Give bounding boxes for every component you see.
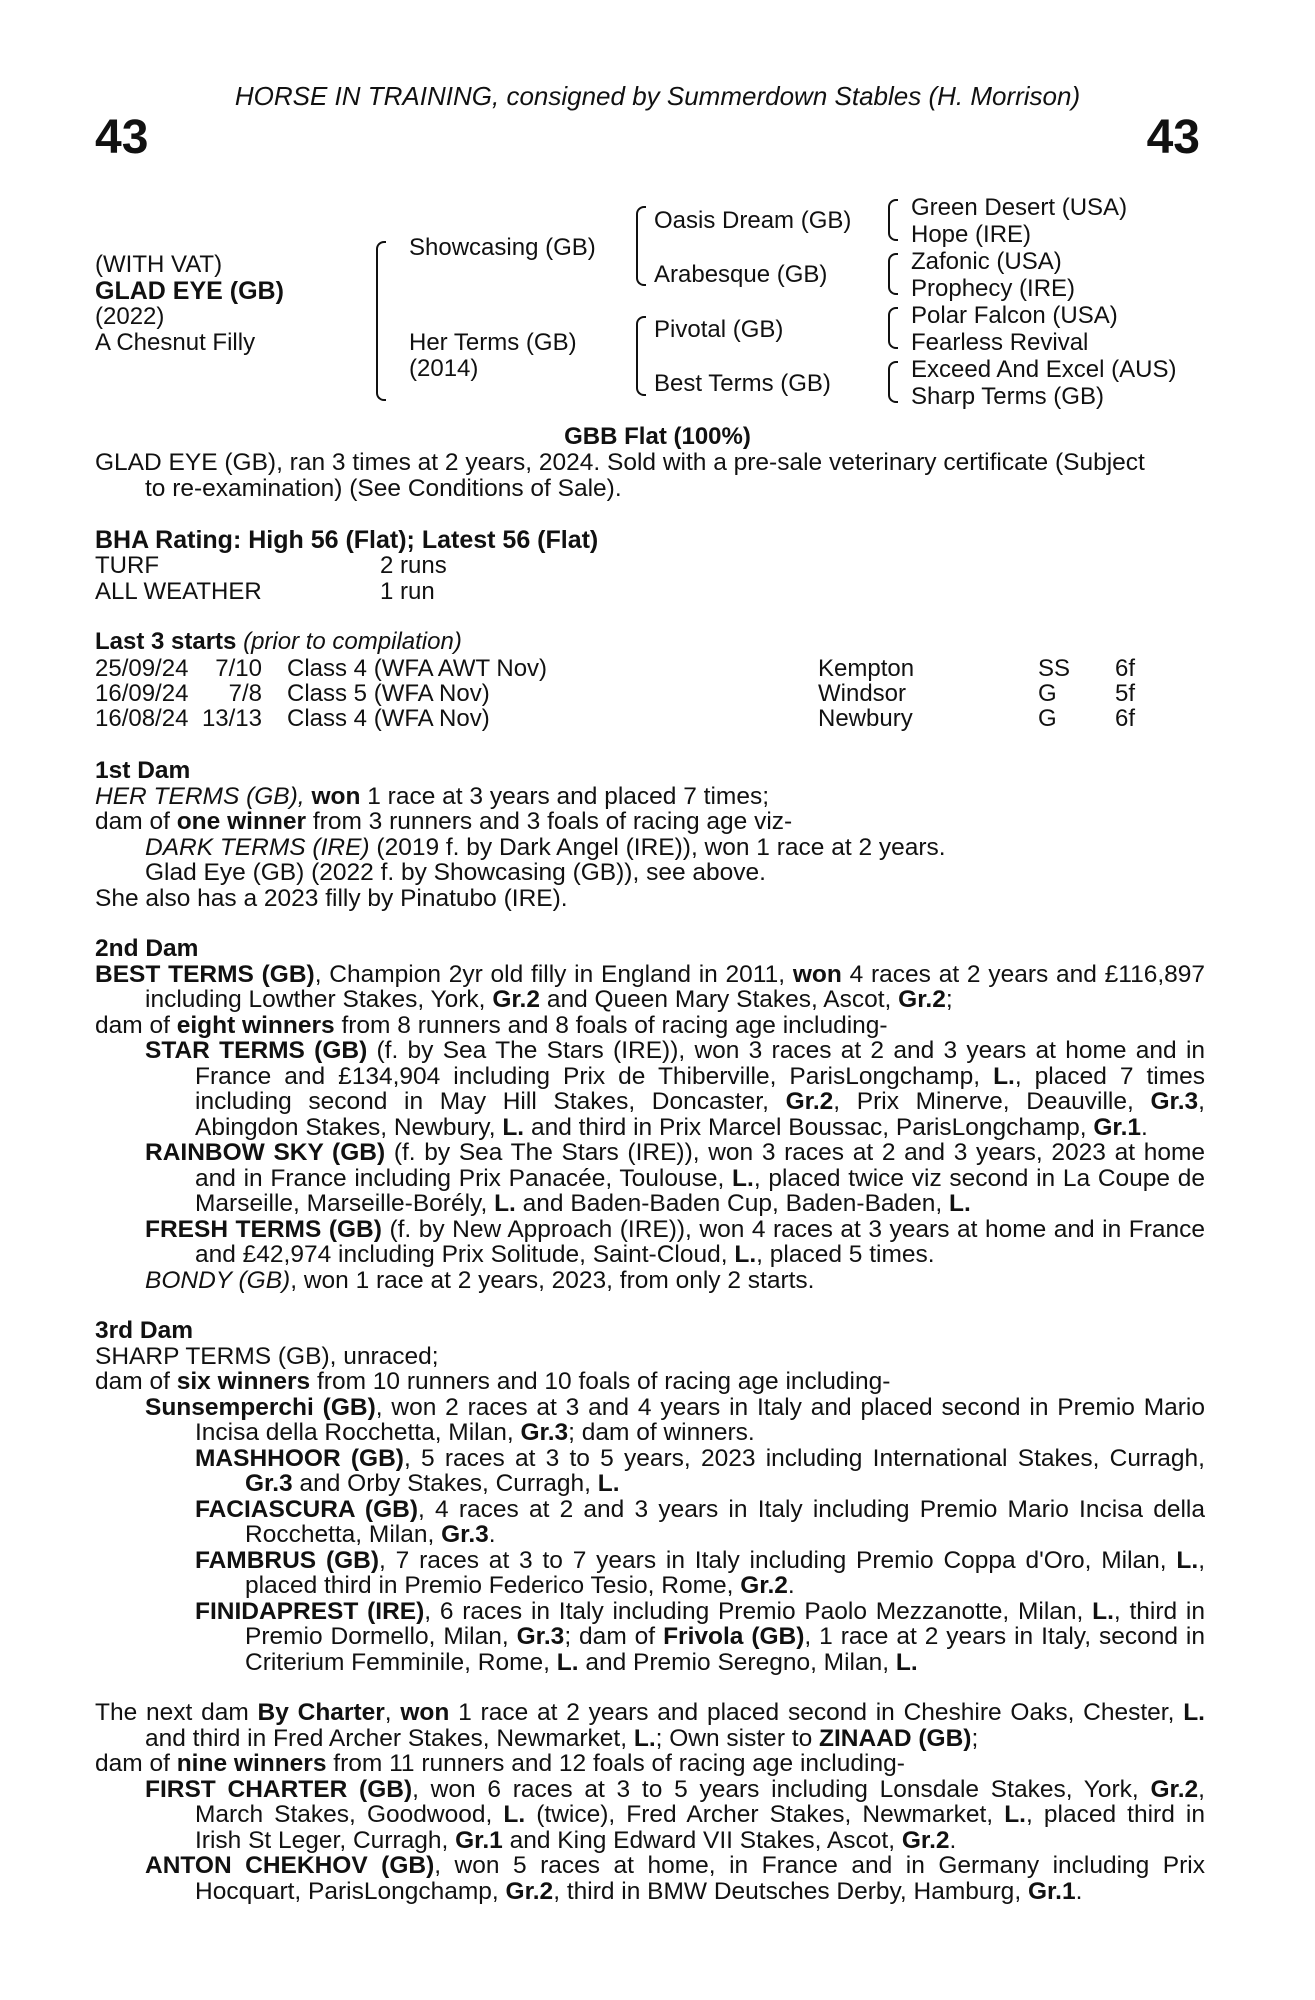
text: The next dam	[95, 1699, 249, 1726]
starts-date: 16/09/24	[95, 680, 189, 707]
starts-date: 16/08/24	[95, 705, 189, 732]
text: , third in Premio Dormello, Milan,	[245, 1597, 1206, 1650]
text: , 4 races at 2 and 3 years in Italy including Premio Mario Incisa della Rocchetta, Milan,	[245, 1495, 1205, 1548]
grade: L.	[1004, 1801, 1026, 1828]
pedigree-g3: Zafonic (USA)	[911, 248, 1062, 275]
text: and third in Fred Archer Stakes, Newmarket,	[145, 1724, 628, 1752]
text: , won 1 race at 2 years, 2023, from only 2 starts.	[290, 1266, 815, 1294]
aw-value: 1 run	[380, 578, 435, 605]
winners-count: eight winners	[176, 1011, 335, 1039]
horse-year: (2022)	[95, 303, 165, 330]
lot-number-left: 43	[95, 111, 149, 164]
grade: L.	[597, 1470, 620, 1497]
grade: Gr.2	[785, 1088, 834, 1115]
summary-line: to re-examination) (See Conditions of Sale).	[145, 474, 622, 502]
grade: L.	[503, 1801, 526, 1828]
text: and Queen Mary Stakes, Ascot,	[546, 986, 892, 1013]
offspring-entry	[95, 1853, 1205, 1904]
starts-heading	[95, 630, 462, 654]
text: from 10 runners and 10 foals of racing age including-	[316, 1368, 891, 1395]
text: (twice), Fred Archer Stakes, Newmarket,	[536, 1801, 994, 1828]
horse-name: GLAD EYE (GB)	[95, 277, 284, 305]
text: from 11 runners and 12 foals of racing age including-	[333, 1750, 905, 1777]
lot-number-right: 43	[1146, 111, 1200, 164]
text: .	[1075, 1877, 1083, 1905]
offspring-name: RAINBOW SKY (GB)	[145, 1139, 386, 1166]
dam3-line	[95, 1369, 1205, 1395]
pedigree-brace	[888, 253, 898, 295]
text: , Abingdon Stakes, Newbury,	[195, 1088, 1205, 1141]
text: ; Own sister to	[655, 1724, 813, 1752]
text: , won 5 races at home, in France and in Germany including Prix Hocquart, ParisLongchamp,	[195, 1852, 1205, 1905]
text: ;	[945, 986, 953, 1013]
starts-dist: 5f	[1115, 680, 1136, 707]
offspring-entry	[95, 1217, 1205, 1268]
text: dam of	[95, 808, 170, 835]
starts-going: G	[1038, 680, 1057, 707]
offspring-name: FIRST CHARTER (GB)	[145, 1775, 413, 1803]
grandoffspring-entry	[95, 1497, 1205, 1548]
pedigree-g6: Fearless Revival	[911, 329, 1089, 356]
pedigree-g8: Sharp Terms (GB)	[911, 383, 1104, 410]
text: , 6 races in Italy including Premio Paolo Mezzanotte, Milan,	[424, 1597, 1084, 1625]
text: from 3 runners and 3 foals of racing age viz-	[312, 808, 793, 835]
text: .	[1141, 1113, 1148, 1141]
gbb-status: GBB Flat (100%)	[564, 423, 751, 450]
nextdam-line	[95, 1751, 1205, 1777]
winners-count: six winners	[176, 1368, 311, 1395]
offspring-name: STAR TERMS (GB)	[145, 1037, 368, 1064]
grade: Gr.3	[516, 1623, 565, 1650]
grade: Gr.2	[901, 1826, 950, 1854]
starts-pos: 13/13	[201, 705, 262, 732]
offspring-name: FACIASCURA (GB)	[195, 1495, 418, 1523]
text: (2019 f. by Dark Angel (IRE)), won 1 race at 2 years.	[376, 833, 946, 861]
grade: Gr.1	[1027, 1877, 1076, 1905]
text: .	[787, 1572, 795, 1599]
horse-description: A Chesnut Filly	[95, 329, 256, 356]
text: , 5 races at 3 to 5 years, 2023 including International Stakes, Curragh,	[403, 1444, 1205, 1472]
pedigree-dam-dam: Best Terms (GB)	[654, 370, 831, 397]
text: and Premio Seregno, Milan,	[585, 1648, 890, 1676]
grandoffspring-entry	[95, 1548, 1205, 1599]
grade: L.	[1176, 1546, 1199, 1574]
starts-date: 25/09/24	[95, 655, 189, 682]
dam1-section	[95, 758, 1205, 911]
bha-heading: BHA Rating: High 56 (Flat); Latest 56 (Flat)	[95, 526, 599, 554]
text: (f. by Sea The Stars (IRE)), won 3 races at 2 and 3 years at home and in France and £134,904 including Prix de Thiberville, ParisLongchamp,	[195, 1037, 1206, 1090]
grade: Gr.3	[1150, 1088, 1199, 1115]
starts-dist: 6f	[1115, 655, 1136, 682]
nextdam-entry	[95, 1700, 1205, 1751]
text: , placed 7 times including second in May Hill Stakes, Doncaster,	[195, 1062, 1205, 1115]
grade: Gr.3	[245, 1470, 293, 1497]
text: .	[488, 1521, 496, 1548]
grade: Gr.1	[1093, 1113, 1142, 1141]
starts-pos: 7/8	[228, 680, 262, 707]
pedigree-g2: Hope (IRE)	[911, 221, 1032, 248]
turf-value: 2 runs	[380, 552, 447, 579]
grade: L.	[1183, 1699, 1205, 1726]
text: , 7 races at 3 to 7 years in Italy including Premio Coppa d'Oro, Milan,	[379, 1546, 1167, 1574]
winners-count: nine winners	[176, 1750, 327, 1777]
pedigree-sire-sire: Oasis Dream (GB)	[654, 207, 852, 234]
text: 4 races at 2 years and £116,897 including Lowther Stakes, York,	[145, 960, 1206, 1013]
pedigree-brace	[888, 361, 898, 403]
grade: L.	[732, 1164, 754, 1192]
summary-line: GLAD EYE (GB), ran 3 times at 2 years, 2024. Sold with a pre-sale veterinary certificate (Subject	[95, 449, 1145, 476]
starts-heading-note: (prior to compilation)	[243, 628, 462, 655]
grade: Gr.2	[492, 986, 540, 1013]
offspring-entry	[95, 1140, 1205, 1217]
text: and third in Prix Marcel Boussac, ParisLongchamp,	[530, 1113, 1087, 1141]
dam1-line	[95, 784, 1205, 810]
starts-heading-title: Last 3 starts	[95, 628, 237, 655]
text: and Orby Stakes, Curragh,	[299, 1470, 591, 1497]
dam2-entry	[95, 962, 1205, 1013]
text: and Baden-Baden Cup, Baden-Baden,	[522, 1190, 943, 1217]
offspring-name: BONDY (GB)	[145, 1266, 291, 1294]
starts-course: Newbury	[818, 705, 913, 732]
starts-race: Class 4 (WFA AWT Nov)	[287, 655, 548, 682]
won-label: won	[400, 1699, 450, 1726]
pedigree-brace	[636, 316, 646, 396]
grandoffspring-entry	[95, 1446, 1205, 1497]
offspring-entry	[95, 1268, 1205, 1294]
dam2-section	[95, 936, 1205, 1293]
text: , Prix Minerve, Deauville,	[833, 1088, 1134, 1115]
pedigree-dam-year: (2014)	[409, 355, 479, 382]
grade: L.	[1092, 1597, 1114, 1625]
dam1-heading: 1st Dam	[95, 757, 191, 784]
text: (f. by New Approach (IRE)), won 4 races at 3 years at home and in France and £42,974 including Prix Solitude, Saint-Cloud,	[195, 1215, 1205, 1268]
text: ,	[384, 1699, 392, 1726]
dam1-line	[95, 809, 1205, 835]
text: , third in BMW Deutsches Derby, Hamburg,	[553, 1877, 1022, 1905]
offspring-name: Sunsemperchi (GB)	[145, 1393, 376, 1421]
dam-name: By Charter	[257, 1699, 385, 1726]
pedigree-dam: Her Terms (GB)	[409, 329, 577, 356]
starts-course: Windsor	[818, 680, 907, 707]
grade: L.	[895, 1648, 918, 1676]
pedigree-brace	[636, 206, 646, 286]
won-label: won	[792, 960, 842, 988]
dam2-line	[95, 1013, 1205, 1039]
text: and King Edward VII Stakes, Ascot,	[509, 1826, 896, 1854]
starts-race: Class 5 (WFA Nov)	[287, 680, 490, 707]
pedigree-g7: Exceed And Excel (AUS)	[911, 356, 1177, 383]
grade: Gr.3	[441, 1521, 489, 1548]
dam1-line	[95, 835, 1205, 861]
pedigree-sire: Showcasing (GB)	[409, 234, 596, 261]
offspring-entry	[95, 1395, 1205, 1446]
starts-course: Kempton	[818, 655, 915, 682]
aw-label: ALL WEATHER	[95, 578, 262, 605]
text: , Champion 2yr old filly in England in 2011,	[314, 960, 786, 988]
text: dam of	[95, 1011, 170, 1039]
dam1-line: Glad Eye (GB) (2022 f. by Showcasing (GB)), see above.	[145, 859, 766, 886]
pedigree-g1: Green Desert (USA)	[911, 194, 1128, 221]
summary-paragraph	[95, 450, 1205, 501]
dam3-heading: 3rd Dam	[95, 1317, 194, 1344]
pedigree-brace	[376, 241, 386, 401]
text: .	[949, 1826, 957, 1854]
winners-count: one winner	[176, 808, 307, 835]
pedigree-g5: Polar Falcon (USA)	[911, 302, 1118, 329]
grade: L.	[993, 1062, 1015, 1090]
dam3-line: SHARP TERMS (GB), unraced;	[95, 1342, 439, 1370]
text: , won 2 races at 3 and 4 years in Italy and placed second in Premio Mario Incisa della Rocchetta, Milan,	[195, 1393, 1205, 1446]
text: , placed third in Premio Federico Tesio, Rome,	[245, 1546, 1206, 1599]
starts-going: G	[1038, 705, 1057, 732]
text: ;	[971, 1724, 979, 1752]
pedigree-brace	[888, 307, 898, 349]
text: 1 race at 3 years and placed 7 times;	[367, 782, 769, 810]
text: from 8 runners and 8 foals of racing age including-	[341, 1011, 888, 1039]
offspring-name: DARK TERMS (IRE)	[145, 833, 370, 861]
offspring-name: FINIDAPREST (IRE)	[195, 1597, 425, 1625]
starts-race: Class 4 (WFA Nov)	[287, 705, 490, 732]
catalogue-header: HORSE IN TRAINING, consigned by Summerdown Stables (H. Morrison)	[234, 81, 1081, 111]
text: 1 race at 2 years and placed second in Cheshire Oaks, Chester,	[458, 1699, 1175, 1726]
grade: L.	[734, 1241, 757, 1268]
text: ; dam of	[564, 1623, 656, 1650]
starts-going: SS	[1038, 655, 1071, 682]
dam-name: BEST TERMS (GB)	[95, 960, 315, 988]
vat-note: (WITH VAT)	[95, 251, 223, 278]
sibling-name: ZINAAD (GB)	[819, 1724, 972, 1752]
dam1-line: She also has a 2023 filly by Pinatubo (IRE).	[95, 884, 568, 912]
text: , placed twice viz second in La Coupe de Marseille, Marseille-Borély,	[195, 1164, 1206, 1217]
grade: Gr.2	[740, 1572, 788, 1599]
offspring-name: FAMBRUS (GB)	[195, 1546, 380, 1574]
offspring-name: ANTON CHEKHOV (GB)	[145, 1852, 435, 1879]
grade: L.	[633, 1724, 656, 1752]
pedigree-sire-dam: Arabesque (GB)	[654, 261, 828, 288]
text: dam of	[95, 1368, 170, 1395]
text: dam of	[95, 1750, 170, 1777]
won-label: won	[311, 782, 361, 810]
pedigree-g4: Prophecy (IRE)	[911, 275, 1076, 302]
offspring-entry	[95, 1777, 1205, 1854]
text: , won 6 races at 3 to 5 years including Lonsdale Stakes, York,	[412, 1775, 1139, 1803]
dam3-section	[95, 1318, 1205, 1675]
nextdam-section	[95, 1700, 1205, 1904]
text: , 1 race at 2 years in Italy, second in Criterium Femminile, Rome,	[245, 1623, 1206, 1676]
turf-label: TURF	[95, 552, 159, 579]
grade: L.	[502, 1113, 525, 1141]
grade: L.	[494, 1190, 516, 1217]
text: , March Stakes, Goodwood,	[195, 1775, 1205, 1828]
grade: Gr.2	[898, 986, 946, 1013]
starts-dist: 6f	[1115, 705, 1136, 732]
grade: Gr.3	[520, 1419, 569, 1446]
starts-pos: 7/10	[215, 655, 262, 682]
offspring-name: FRESH TERMS (GB)	[145, 1215, 382, 1243]
offspring-entry	[95, 1038, 1205, 1140]
pedigree-brace	[888, 199, 898, 241]
text: , placed 5 times.	[756, 1241, 935, 1268]
offspring-name: MASHHOOR (GB)	[195, 1444, 404, 1472]
grade: L.	[556, 1648, 579, 1676]
dam-name: HER TERMS (GB),	[95, 782, 305, 810]
text: , placed third in Irish St Leger, Curragh,	[195, 1801, 1205, 1854]
pedigree-dam-sire: Pivotal (GB)	[654, 316, 784, 343]
offspring-name: Frivola (GB)	[663, 1623, 805, 1650]
text: ; dam of winners.	[568, 1419, 755, 1446]
grade: Gr.2	[505, 1877, 554, 1905]
grade: L.	[949, 1190, 971, 1217]
text: (f. by Sea The Stars (IRE)), won 3 races at 2 and 3 years, 2023 at home and in France including Prix Panacée, Toulouse,	[195, 1139, 1205, 1192]
grandoffspring-entry	[95, 1599, 1205, 1676]
grade: Gr.1	[455, 1826, 503, 1854]
grade: Gr.2	[1150, 1775, 1199, 1803]
dam2-heading: 2nd Dam	[95, 935, 199, 962]
